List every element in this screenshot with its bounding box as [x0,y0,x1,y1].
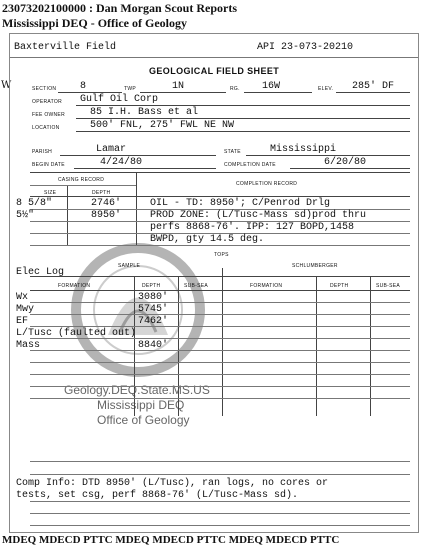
top-formation-3: EF [16,316,29,327]
margin-mark: W [1,80,12,91]
elev-label: ELEV. [318,86,334,92]
tops-subsea-header: SUB-SEA [184,283,209,289]
parish-label: PARISH [32,149,53,155]
casing-depth-1: 2746' [91,198,122,209]
top-formation-1: Wx [16,292,29,303]
schl-formation-header: FORMATION [250,283,283,289]
completion-line-3: perfs 8868-76'. IPP: 127 BOPD,1458 [150,222,355,233]
casing-size-header: SIZE [44,190,57,196]
schlumberger-label: SCHLUMBERGER [292,263,338,269]
completion-line-1: OIL - TD: 8950'; C/Penrod Drlg [150,198,331,209]
schl-subsea-header: SUB-SEA [376,283,401,289]
footer-banner: MDEQ MDECD PTTC MDEQ MDECD PTTC MDEQ MDECD PTTC [2,534,340,546]
fee-owner-label: FEE OWNER [32,112,65,118]
watermark-url: Geology.DEQ.State.MS.US [64,383,210,397]
tops-label: TOPS [214,252,229,258]
elev-value: 285' DF [352,81,395,92]
state-value: Mississippi [270,144,337,155]
location-value: 500' FNL, 275' FWL NE NW [90,120,235,131]
begin-date-value: 4/24/80 [100,157,143,168]
comp-info-line-2: tests, set csg, perf 8868-76' (L/Tusc-Mass sd). [16,490,299,501]
completion-record-label: COMPLETION RECORD [236,181,298,187]
completion-line-4: BWPD, gty 14.5 deg. [150,234,265,245]
watermark-org: Mississippi DEQ [97,398,185,412]
casing-size-2: 5½" [16,210,35,221]
report-header-line1: 23073202100000 : Dan Morgan Scout Reports [2,1,237,15]
sample-label: SAMPLE [118,263,141,269]
top-depth-1: 3080' [138,292,169,303]
sheet-title: GEOLOGICAL FIELD SHEET [149,66,280,76]
top-formation-5: Mass [16,340,41,351]
fee-owner-value: 85 I.H. Bass et al [90,107,199,118]
rg-label: RG. [230,86,240,92]
comp-info-line-1: Comp Info: DTD 8950' (L/Tusc), ran logs, no cores or [16,478,329,489]
twp-value: 1N [172,81,185,92]
top-formation-2: Mwy [16,304,35,315]
casing-size-1: 8 5/8" [16,198,53,209]
tops-formation-header: FORMATION [58,283,91,289]
top-depth-2: 5745' [138,304,169,315]
top-depth-5: 8840' [138,340,169,351]
casing-depth-2: 8950' [91,210,122,221]
watermark-office: Office of Geology [97,413,190,427]
api-number: API 23-073-20210 [257,42,354,53]
casing-depth-header: DEPTH [92,190,111,196]
top-formation-4: L/Tusc (faulted out) [16,328,137,339]
location-label: LOCATION [32,125,60,131]
section-label: SECTION [32,86,57,92]
operator-value: Gulf Oil Corp [80,94,159,105]
completion-line-2: PROD ZONE: (L/Tusc-Mass sd)prod thru [150,210,367,221]
rg-value: 16W [262,81,281,92]
begin-date-label: BEGIN DATE [32,162,65,168]
schl-depth-header: DEPTH [330,283,349,289]
top-depth-3: 7462' [138,316,169,327]
twp-label: TWP [124,86,137,92]
divider [10,57,418,58]
field-name: Baxterville Field [14,42,117,53]
operator-label: OPERATOR [32,99,62,105]
parish-value: Lamar [96,144,127,155]
log-type: Elec Log [16,267,65,278]
report-header-line2: Mississippi DEQ - Office of Geology [2,16,187,30]
completion-date-label: COMPLETION DATE [224,162,276,168]
completion-date-value: 6/20/80 [324,157,367,168]
tops-depth-header: DEPTH [142,283,161,289]
state-label: STATE [224,149,241,155]
section-value: 8 [80,81,87,92]
casing-record-label: CASING RECORD [58,177,105,183]
